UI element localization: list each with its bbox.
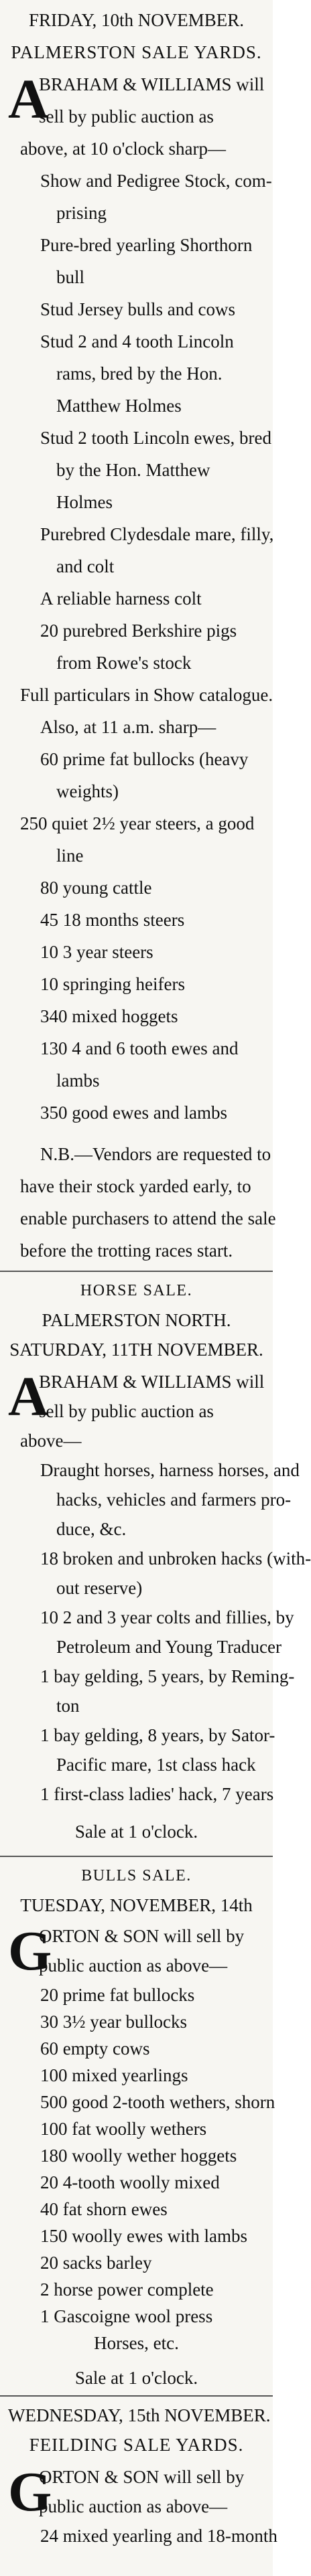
list-item: Matthew Holmes <box>56 396 182 416</box>
list-item: 150 woolly ewes with lambs <box>40 2226 247 2246</box>
list-item: 60 prime fat bullocks (heavy <box>40 749 249 769</box>
divider <box>0 1856 273 1857</box>
list-item: 18 broken and unbroken hacks (with- <box>40 1548 311 1568</box>
divider <box>0 2395 273 2397</box>
intro-line: BRAHAM & WILLIAMS will <box>39 74 265 94</box>
list-item: weights) <box>56 781 119 801</box>
list-item: hacks, vehicles and farmers pro- <box>56 1490 292 1510</box>
list-item: lambs <box>56 1070 100 1091</box>
divider <box>0 1271 273 1272</box>
list-item: Pure-bred yearling Shorthorn <box>40 235 253 255</box>
intro-line: sell by public auction as <box>39 1401 214 1421</box>
drop-cap: G <box>8 1920 52 1982</box>
list-item: Draught horses, harness horses, and <box>40 1460 300 1480</box>
list-item: 1 bay gelding, 8 years, by Sator- <box>40 1725 275 1745</box>
list-item: 1 Gascoigne wool press <box>40 2306 213 2326</box>
intro-line: BRAHAM & WILLIAMS will <box>39 1372 265 1392</box>
list-item: A reliable harness colt <box>40 588 202 609</box>
list-item: 500 good 2-tooth wethers, shorn <box>40 2092 275 2112</box>
list-item: Petroleum and Young Traducer <box>56 1637 282 1657</box>
list-item: Horses, etc. <box>94 2333 179 2353</box>
list-item: out reserve) <box>56 1578 143 1598</box>
list-item: 350 good ewes and lambs <box>40 1103 227 1123</box>
nb-line: have their stock yarded early, to <box>20 1176 251 1196</box>
ad-heading: HORSE SALE. <box>80 1282 193 1299</box>
drop-cap: A <box>8 1366 49 1428</box>
list-item: duce, &c. <box>56 1519 127 1539</box>
list-item: Pacific mare, 1st class hack <box>56 1755 256 1775</box>
list-item: 100 mixed yearlings <box>40 2065 188 2085</box>
list-item: bull <box>56 267 85 287</box>
list-item: 80 young cattle <box>40 878 152 898</box>
intro-line: ORTON & SON will sell by <box>39 1926 245 1946</box>
list-item: 20 purebred Berkshire pigs <box>40 621 237 641</box>
list-item: 10 3 year steers <box>40 942 153 962</box>
list-item: rams, bred by the Hon. <box>56 364 223 384</box>
date-line: TUESDAY, NOVEMBER, 14th <box>20 1895 253 1915</box>
ad-heading: BULLS SALE. <box>81 1867 192 1884</box>
list-item: 40 fat shorn ewes <box>40 2199 168 2219</box>
list-item: and colt <box>56 556 115 576</box>
ad-place: PALMERSTON NORTH. <box>42 1310 231 1330</box>
nb-line: N.B.—Vendors are requested to <box>40 1144 271 1164</box>
list-item: 250 quiet 2½ year steers, a good <box>20 813 255 833</box>
list-item: 340 mixed hoggets <box>40 1006 178 1026</box>
list-item: Stud 2 and 4 tooth Lincoln <box>40 331 234 351</box>
list-item: 20 4-tooth woolly mixed <box>40 2172 220 2192</box>
intro-line: ORTON & SON will sell by <box>39 2467 245 2487</box>
sale-time: Sale at 1 o'clock. <box>74 1822 198 1842</box>
list-item: Purebred Clydesdale mare, filly, <box>40 524 274 544</box>
list-item: 180 woolly wether hoggets <box>40 2146 237 2166</box>
intro-line: above— <box>20 1431 82 1451</box>
list-item: ton <box>56 1696 80 1716</box>
list-item: line <box>56 846 84 866</box>
list-item: 24 mixed yearling and 18-month <box>40 2526 277 2546</box>
list-item: 45 18 months steers <box>40 910 185 930</box>
intro-line: sell by public auction as <box>39 106 214 127</box>
list-item: Also, at 11 a.m. sharp— <box>40 717 216 737</box>
ad-heading: FEILDING SALE YARDS. <box>29 2435 244 2455</box>
list-item: Holmes <box>56 492 113 512</box>
list-item: 60 empty cows <box>40 2038 150 2059</box>
list-item: from Rowe's stock <box>56 653 192 673</box>
list-item: 20 sacks barley <box>40 2253 152 2273</box>
date-line: FRIDAY, 10th NOVEMBER. <box>28 10 245 30</box>
list-item: 10 springing heifers <box>40 974 185 994</box>
list-item: 20 prime fat bullocks <box>40 1985 195 2005</box>
date-line: WEDNESDAY, 15th NOVEMBER. <box>8 2405 271 2425</box>
intro-line: public auction as above— <box>39 2496 228 2516</box>
date-line: SATURDAY, 11TH NOVEMBER. <box>9 1340 263 1360</box>
list-item: 130 4 and 6 tooth ewes and <box>40 1038 239 1058</box>
nb-line: enable purchasers to attend the sale <box>20 1208 276 1228</box>
nb-line: before the trotting races start. <box>20 1240 233 1261</box>
list-item: Stud Jersey bulls and cows <box>40 299 235 319</box>
list-item: prising <box>56 203 107 223</box>
intro-line: above, at 10 o'clock sharp— <box>20 139 227 159</box>
list-item: Stud 2 tooth Lincoln ewes, bred <box>40 428 271 448</box>
list-item: 1 bay gelding, 5 years, by Reming- <box>40 1666 295 1686</box>
list-item: 100 fat woolly wethers <box>40 2119 207 2139</box>
list-item: 2 horse power complete <box>40 2279 214 2300</box>
intro-line: public auction as above— <box>39 1955 228 1976</box>
list-item: by the Hon. Matthew <box>56 460 210 480</box>
drop-cap: A <box>8 68 49 131</box>
ad-heading: PALMERSTON SALE YARDS. <box>11 42 262 62</box>
list-item: 1 first-class ladies' hack, 7 years <box>40 1784 274 1804</box>
list-item: 30 3½ year bullocks <box>40 2012 187 2032</box>
list-item: 10 2 and 3 year colts and fillies, by <box>40 1607 294 1627</box>
list-item: Full particulars in Show catalogue. <box>20 685 273 705</box>
sale-time: Sale at 1 o'clock. <box>74 2368 198 2388</box>
drop-cap: G <box>8 2461 52 2523</box>
list-item: Show and Pedigree Stock, com- <box>40 171 272 191</box>
